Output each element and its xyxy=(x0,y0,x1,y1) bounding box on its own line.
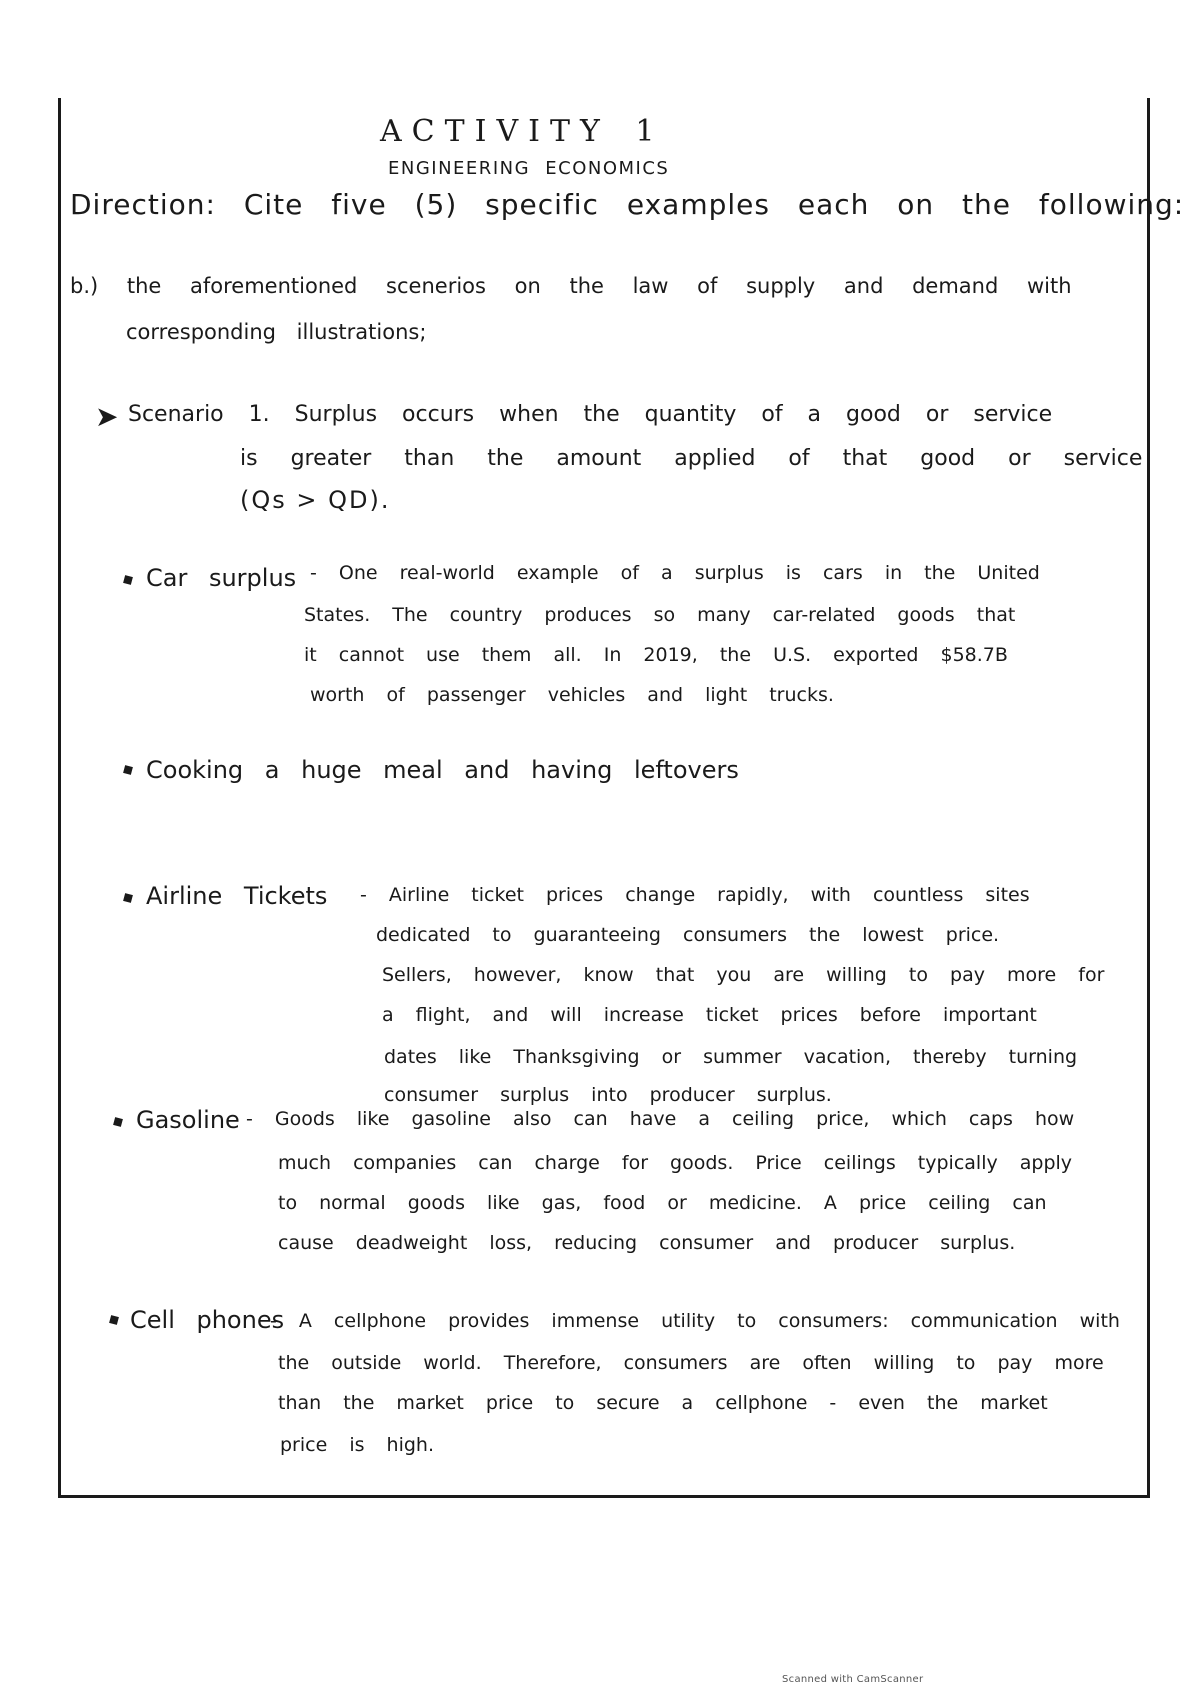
example-line: Sellers, however, know that you are willing to pay more for xyxy=(382,964,1105,986)
direction-text: Direction: Cite five (5) specific examples each on the following: xyxy=(70,188,1185,221)
scenario-line-1: Scenario 1. Surplus occurs when the quantity of a good or service xyxy=(128,402,1053,427)
example-line: consumer surplus into producer surplus. xyxy=(384,1084,832,1106)
example-line: - Airline ticket prices change rapidly, with countless sites xyxy=(360,884,1030,906)
arrow-bullet-icon: ➤ xyxy=(95,400,119,433)
page-border-frame xyxy=(58,98,1150,1498)
example-line: much companies can charge for goods. Price ceilings typically apply xyxy=(278,1152,1073,1174)
example-line: it cannot use them all. In 2019, the U.S. exported $58.7B xyxy=(304,644,1008,666)
example-term-car-surplus: Car surplus xyxy=(146,564,297,592)
example-line: worth of passenger vehicles and light trucks. xyxy=(310,684,834,706)
example-line: price is high. xyxy=(280,1434,435,1456)
example-line: a flight, and will increase ticket prices before important xyxy=(382,1004,1037,1026)
example-line: dedicated to guaranteeing consumers the lowest price. xyxy=(376,924,1000,946)
example-line: States. The country produces so many car-related goods that xyxy=(304,604,1016,626)
example-term-airline-tickets: Airline Tickets xyxy=(146,882,328,910)
example-line: cause deadweight loss, reducing consumer and producer surplus. xyxy=(278,1232,1016,1254)
example-line: than the market price to secure a cellphone - even the market xyxy=(278,1392,1048,1414)
scenario-line-3: (Qs > QD). xyxy=(240,486,391,514)
scenario-line-2: is greater than the amount applied of that good or service xyxy=(240,446,1143,471)
example-line: the outside world. Therefore, consumers are often willing to pay more xyxy=(278,1352,1104,1374)
example-line: - Goods like gasoline also can have a ceiling price, which caps how xyxy=(246,1108,1075,1130)
item-b-line-2: corresponding illustrations; xyxy=(126,320,427,344)
item-b-line-1: b.) the aforementioned scenerios on the law of supply and demand with xyxy=(70,274,1072,298)
example-term-cell-phones: Cell phones xyxy=(130,1306,285,1334)
example-line: dates like Thanksgiving or summer vacation, thereby turning xyxy=(384,1046,1078,1068)
activity-subtitle: ENGINEERING ECONOMICS xyxy=(388,158,670,179)
example-line: - One real-world example of a surplus is cars in the United xyxy=(310,562,1040,584)
example-term-gasoline: Gasoline xyxy=(136,1106,240,1134)
example-line: - A cellphone provides immense utility to consumers: communication with xyxy=(270,1310,1120,1332)
scanner-watermark: Scanned with CamScanner xyxy=(782,1674,924,1685)
example-line: to normal goods like gas, food or medicine. A price ceiling can xyxy=(278,1192,1047,1214)
activity-title: ACTIVITY 1 xyxy=(380,114,665,149)
example-term-cooking: Cooking a huge meal and having leftovers xyxy=(146,756,739,784)
